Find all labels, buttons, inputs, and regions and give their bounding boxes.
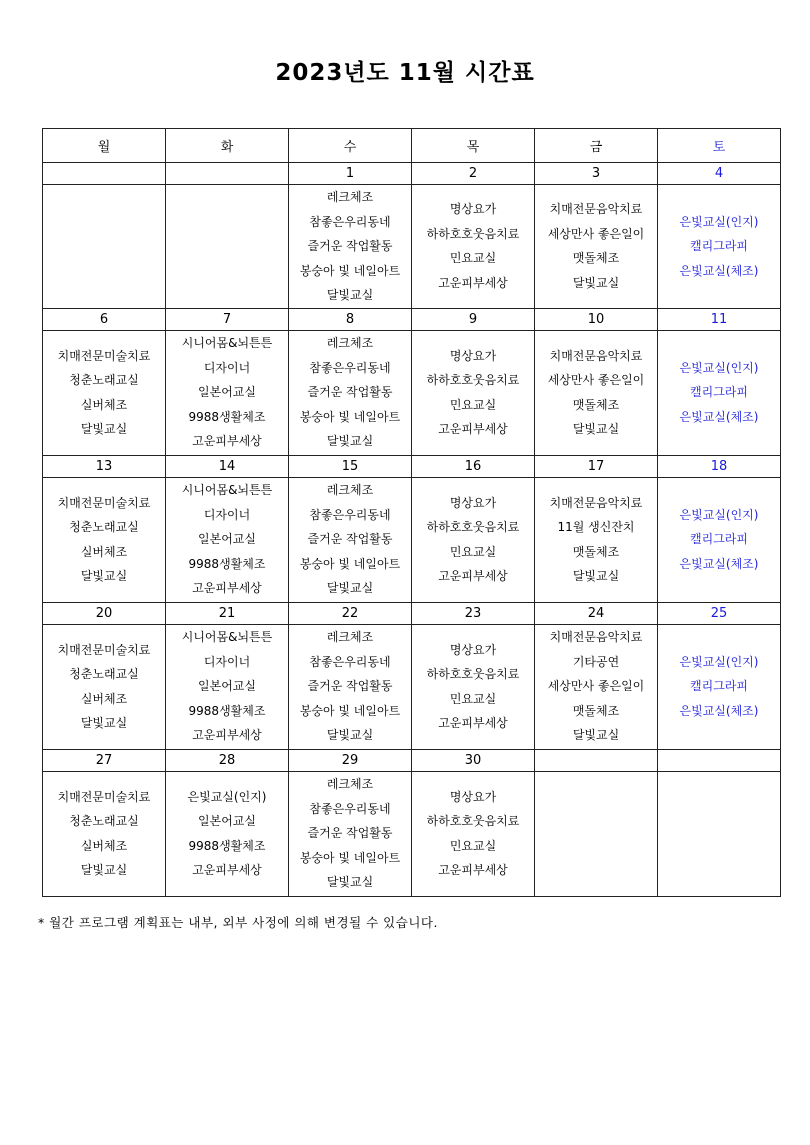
program-item: 청춘노래교실: [69, 373, 139, 387]
program-cell: [412, 477, 535, 602]
program-item: 치매전문음악치료: [549, 630, 643, 645]
program-item: 봉숭아 빛 네일아트: [299, 263, 401, 278]
program-cell: [658, 185, 781, 309]
date-cell: [535, 749, 658, 771]
date-row: [43, 602, 781, 624]
program-item: 참좋은우리동네: [309, 654, 391, 669]
date-cell: 4: [658, 163, 781, 185]
program-item: 실버체조: [80, 838, 128, 853]
program-item: 달빛교실: [80, 569, 128, 583]
weekday-thu: 목: [412, 129, 535, 163]
program-item: 일본어교실: [198, 814, 256, 828]
date-cell: 10: [535, 308, 658, 330]
calendar-body: [43, 163, 781, 897]
program-item: 달빛교실: [326, 288, 374, 302]
program-item: 캘리그라피: [690, 239, 748, 253]
program-item: 고운피부세상: [192, 581, 262, 596]
program-item: 달빛교실: [572, 275, 620, 290]
date-cell: 30: [412, 749, 535, 771]
program-row: [43, 185, 781, 309]
date-cell: 16: [412, 455, 535, 477]
weekday-fri: 금: [535, 129, 658, 163]
date-cell: 11: [658, 308, 781, 330]
program-item: 디자이너: [203, 507, 251, 522]
program-item: 레크체조: [326, 777, 374, 792]
program-cell: [289, 185, 412, 309]
program-item: 달빛교실: [326, 434, 374, 449]
program-item: 은빛교실(체조): [679, 703, 759, 718]
date-row: [43, 455, 781, 477]
program-item: 고운피부세상: [438, 569, 508, 583]
date-cell: 28: [166, 749, 289, 771]
program-item: 민요교실: [449, 251, 497, 266]
program-item: 9988생활체조: [188, 556, 266, 571]
program-item: 고운피부세상: [438, 422, 508, 436]
program-cell: [166, 624, 289, 749]
program-item: 세상만사 좋은일이: [547, 373, 645, 387]
date-row: [43, 308, 781, 330]
date-cell: 1: [289, 163, 412, 185]
date-cell: 14: [166, 455, 289, 477]
program-cell: [412, 185, 535, 309]
program-item: 즐거운 작업활동: [307, 239, 393, 253]
program-item: 실버체조: [80, 544, 128, 559]
program-item: 참좋은우리동네: [309, 360, 391, 375]
program-item: 레크체조: [326, 483, 374, 498]
program-cell: [658, 771, 781, 896]
program-item: 고운피부세상: [438, 275, 508, 290]
program-item: 청춘노래교실: [69, 520, 139, 534]
program-item: 치매전문음악치료: [549, 202, 643, 217]
program-cell: [43, 771, 166, 896]
weekday-tue: 화: [166, 129, 289, 163]
date-cell: 27: [43, 749, 166, 771]
program-item: 은빛교실(인지): [679, 214, 759, 229]
program-item: 일본어교실: [198, 532, 256, 547]
program-cell: [166, 185, 289, 309]
program-item: 은빛교실(인지): [679, 654, 759, 669]
date-cell: 6: [43, 308, 166, 330]
program-cell: [658, 624, 781, 749]
program-item: 민요교실: [449, 691, 497, 706]
schedule-calendar: [42, 128, 781, 897]
program-item: 레크체조: [326, 190, 374, 204]
program-item: 치매전문미술치료: [57, 495, 151, 510]
program-item: 9988생활체조: [188, 703, 266, 718]
date-cell: 8: [289, 308, 412, 330]
program-item: 명상요가: [449, 348, 497, 363]
program-item: 9988생활체조: [188, 409, 266, 424]
program-item: 맷돌체조: [572, 397, 620, 412]
program-item: 즐거운 작업활동: [307, 826, 393, 841]
date-cell: 22: [289, 602, 412, 624]
program-cell: [412, 330, 535, 455]
program-item: 하하호호웃음치료: [426, 667, 520, 681]
program-item: 맷돌체조: [572, 251, 620, 266]
program-cell: [289, 477, 412, 602]
program-item: 달빛교실: [80, 716, 128, 730]
program-item: 시니어몸&뇌튼튼: [181, 483, 273, 498]
program-item: 9988생활체조: [188, 838, 266, 853]
date-cell: [43, 163, 166, 185]
program-item: 치매전문음악치료: [549, 495, 643, 510]
program-item: 하하호호웃음치료: [426, 814, 520, 828]
program-cell: [658, 330, 781, 455]
program-item: 고운피부세상: [192, 728, 262, 743]
date-row: [43, 163, 781, 185]
program-item: 캘리그라피: [690, 385, 748, 400]
date-cell: 25: [658, 602, 781, 624]
program-row: [43, 771, 781, 896]
program-item: 고운피부세상: [438, 716, 508, 730]
program-cell: [43, 185, 166, 309]
program-item: 명상요가: [449, 642, 497, 657]
program-item: 참좋은우리동네: [309, 214, 391, 229]
program-cell: [535, 330, 658, 455]
program-item: 치매전문음악치료: [549, 348, 643, 363]
program-cell: [535, 771, 658, 896]
program-item: 달빛교실: [80, 422, 128, 436]
footnote: * 월간 프로그램 계획표는 내부, 외부 사정에 의해 변경될 수 있습니다.: [38, 915, 438, 930]
program-item: 참좋은우리동네: [309, 507, 391, 522]
program-item: 즐거운 작업활동: [307, 679, 393, 694]
program-item: 은빛교실(인지): [679, 360, 759, 375]
program-cell: [289, 330, 412, 455]
program-item: 하하호호웃음치료: [426, 226, 520, 241]
program-item: 치매전문미술치료: [57, 348, 151, 363]
program-cell: [289, 624, 412, 749]
program-row: [43, 330, 781, 455]
program-row: [43, 624, 781, 749]
program-item: 맷돌체조: [572, 703, 620, 718]
program-item: 캘리그라피: [690, 532, 748, 547]
program-item: 고운피부세상: [192, 434, 262, 449]
program-item: 캘리그라피: [690, 679, 748, 694]
program-item: 민요교실: [449, 838, 497, 853]
program-item: 청춘노래교실: [69, 814, 139, 828]
program-cell: [535, 624, 658, 749]
program-item: 은빛교실(인지): [679, 507, 759, 522]
program-item: 은빛교실(체조): [679, 556, 759, 571]
program-item: 청춘노래교실: [69, 667, 139, 681]
date-cell: [166, 163, 289, 185]
program-item: 봉숭아 빛 네일아트: [299, 850, 401, 865]
date-cell: 15: [289, 455, 412, 477]
program-item: 세상만사 좋은일이: [547, 679, 645, 694]
program-item: 시니어몸&뇌튼튼: [181, 336, 273, 351]
weekday-mon: 월: [43, 129, 166, 163]
program-item: 고운피부세상: [438, 863, 508, 877]
program-item: 달빛교실: [326, 875, 374, 890]
program-item: 실버체조: [80, 397, 128, 412]
program-item: 은빛교실(인지): [187, 789, 267, 804]
date-cell: 2: [412, 163, 535, 185]
program-item: 명상요가: [449, 789, 497, 804]
page-title: 2023년도 11월 시간표: [275, 60, 535, 86]
program-cell: [166, 330, 289, 455]
program-item: 고운피부세상: [192, 863, 262, 877]
program-item: 11월 생신잔치: [557, 520, 635, 534]
program-item: 달빛교실: [326, 728, 374, 743]
program-item: 은빛교실(체조): [679, 409, 759, 424]
program-item: 봉숭아 빛 네일아트: [299, 556, 401, 571]
date-cell: 23: [412, 602, 535, 624]
weekday-header-row: [43, 129, 781, 163]
date-cell: 24: [535, 602, 658, 624]
program-cell: [43, 624, 166, 749]
program-item: 하하호호웃음치료: [426, 373, 520, 387]
program-item: 명상요가: [449, 495, 497, 510]
date-row: [43, 749, 781, 771]
program-cell: [658, 477, 781, 602]
program-cell: [412, 771, 535, 896]
date-cell: 7: [166, 308, 289, 330]
program-item: 세상만사 좋은일이: [547, 226, 645, 241]
program-cell: [412, 624, 535, 749]
program-item: 달빛교실: [80, 863, 128, 877]
program-item: 민요교실: [449, 397, 497, 412]
program-cell: [166, 771, 289, 896]
program-item: 민요교실: [449, 544, 497, 559]
date-cell: 20: [43, 602, 166, 624]
program-cell: [43, 477, 166, 602]
date-cell: 29: [289, 749, 412, 771]
date-cell: 17: [535, 455, 658, 477]
program-cell: [289, 771, 412, 896]
program-item: 즐거운 작업활동: [307, 385, 393, 400]
program-item: 치매전문미술치료: [57, 789, 151, 804]
program-item: 디자이너: [203, 654, 251, 669]
weekday-wed: 수: [289, 129, 412, 163]
program-item: 레크체조: [326, 336, 374, 351]
date-cell: 13: [43, 455, 166, 477]
program-item: 치매전문미술치료: [57, 642, 151, 657]
program-item: 일본어교실: [198, 385, 256, 400]
date-cell: 9: [412, 308, 535, 330]
program-item: 달빛교실: [572, 569, 620, 583]
program-item: 달빛교실: [326, 581, 374, 596]
date-cell: [658, 749, 781, 771]
program-item: 맷돌체조: [572, 544, 620, 559]
program-item: 달빛교실: [572, 728, 620, 743]
program-cell: [535, 477, 658, 602]
date-cell: 21: [166, 602, 289, 624]
program-item: 참좋은우리동네: [309, 801, 391, 816]
program-cell: [535, 185, 658, 309]
program-cell: [43, 330, 166, 455]
program-item: 레크체조: [326, 630, 374, 645]
program-cell: [166, 477, 289, 602]
program-item: 봉숭아 빛 네일아트: [299, 409, 401, 424]
program-item: 즐거운 작업활동: [307, 532, 393, 547]
program-item: 명상요가: [449, 202, 497, 217]
program-item: 하하호호웃음치료: [426, 520, 520, 534]
program-row: [43, 477, 781, 602]
weekday-sat: 토: [658, 129, 781, 163]
date-cell: 3: [535, 163, 658, 185]
program-item: 디자이너: [203, 360, 251, 375]
program-item: 달빛교실: [572, 422, 620, 436]
program-item: 실버체조: [80, 691, 128, 706]
program-item: 은빛교실(체조): [679, 263, 759, 278]
program-item: 봉숭아 빛 네일아트: [299, 703, 401, 718]
program-item: 일본어교실: [198, 679, 256, 694]
date-cell: 18: [658, 455, 781, 477]
program-item: 시니어몸&뇌튼튼: [181, 630, 273, 645]
program-item: 기타공연: [572, 654, 620, 669]
